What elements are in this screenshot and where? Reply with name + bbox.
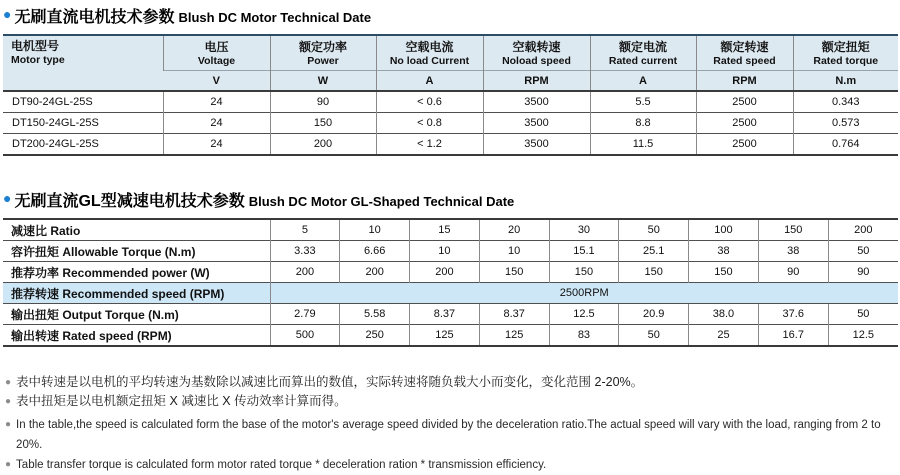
header-motor-type-zh: 电机型号 bbox=[11, 39, 60, 53]
row-label: 减速比 Ratio bbox=[3, 219, 270, 241]
table-row-ratio bbox=[3, 219, 898, 241]
header-voltage: 电压 Voltage bbox=[163, 35, 270, 71]
cell-model: DT150-24GL-25S bbox=[3, 113, 163, 134]
cell-value: 20.9 bbox=[619, 304, 689, 325]
cell-value: < 1.2 bbox=[376, 134, 483, 156]
unit-noload-current: A bbox=[376, 71, 483, 92]
cell-value: 2500 bbox=[696, 113, 793, 134]
cell-value: 150 bbox=[689, 262, 759, 283]
cell-value: 150 bbox=[270, 113, 376, 134]
unit-voltage: V bbox=[163, 71, 270, 92]
cell-value: 24 bbox=[163, 134, 270, 156]
note-line bbox=[5, 373, 898, 392]
cell-value: 25 bbox=[689, 325, 759, 347]
cell-value: 150 bbox=[758, 219, 828, 241]
cell-value: 100 bbox=[689, 219, 759, 241]
cell-value: 3500 bbox=[483, 134, 590, 156]
cell-value: 50 bbox=[619, 325, 689, 347]
cell-value: 5.58 bbox=[340, 304, 410, 325]
row-label: 输出扭矩 Output Torque (N.m) bbox=[3, 304, 270, 325]
cell-value: 25.1 bbox=[619, 241, 689, 262]
cell-model: DT200-24GL-25S bbox=[3, 134, 163, 156]
cell-value: 0.343 bbox=[793, 91, 898, 113]
row-label: 容许扭矩 Allowable Torque (N.m) bbox=[3, 241, 270, 262]
row-label: 推荐转速 Recommended speed (RPM) bbox=[3, 283, 270, 304]
section2-title-zh: 无刷直流GL型减速电机技术参数 bbox=[14, 193, 245, 210]
cell-value: 200 bbox=[270, 262, 340, 283]
gear-motor-table bbox=[3, 218, 898, 347]
cell-value: 83 bbox=[549, 325, 619, 347]
cell-value: 8.37 bbox=[479, 304, 549, 325]
cell-value: 3500 bbox=[483, 113, 590, 134]
cell-value: 20 bbox=[479, 219, 549, 241]
unit-noload-speed: RPM bbox=[483, 71, 590, 92]
unit-rated-torque: N.m bbox=[793, 71, 898, 92]
table-row-recommended-power bbox=[3, 262, 898, 283]
cell-value: 6.66 bbox=[340, 241, 410, 262]
table-row-recommended-speed bbox=[3, 283, 898, 304]
row-label: 推荐功率 Recommended power (W) bbox=[3, 262, 270, 283]
note-line bbox=[5, 392, 898, 411]
footnotes bbox=[5, 373, 898, 475]
motor-spec-table bbox=[3, 34, 898, 156]
cell-model: DT90-24GL-25S bbox=[3, 91, 163, 113]
cell-value: 150 bbox=[479, 262, 549, 283]
cell-value: 38 bbox=[689, 241, 759, 262]
cell-value: 8.8 bbox=[590, 113, 696, 134]
table-row bbox=[3, 134, 898, 156]
cell-value: 11.5 bbox=[590, 134, 696, 156]
cell-value: 3500 bbox=[483, 91, 590, 113]
cell-value: 30 bbox=[549, 219, 619, 241]
table-row-rated-speed bbox=[3, 325, 898, 347]
table-row bbox=[3, 113, 898, 134]
cell-value: 2500 bbox=[696, 91, 793, 113]
cell-value: 200 bbox=[828, 219, 898, 241]
cell-value: 90 bbox=[270, 91, 376, 113]
header-power: 额定功率 Power bbox=[270, 35, 376, 71]
cell-value: 90 bbox=[828, 262, 898, 283]
section1-title-zh: 无刷直流电机技术参数 bbox=[14, 9, 175, 26]
cell-value: 5.5 bbox=[590, 91, 696, 113]
table-row-allowable-torque bbox=[3, 241, 898, 262]
header-rated-speed: 额定转速 Rated speed bbox=[696, 35, 793, 71]
cell-value: 2500 bbox=[696, 134, 793, 156]
note-bullet-icon: ● bbox=[5, 396, 12, 407]
cell-value: 0.764 bbox=[793, 134, 898, 156]
cell-value: 2.79 bbox=[270, 304, 340, 325]
cell-value: 8.37 bbox=[410, 304, 480, 325]
cell-value: 3.33 bbox=[270, 241, 340, 262]
header-motor-type-en: Motor type bbox=[11, 54, 65, 66]
header-rated-current: 额定电流 Rated current bbox=[590, 35, 696, 71]
header-noload-current: 空载电流 No load Current bbox=[376, 35, 483, 71]
note-text: 表中转速是以电机的平均转速为基数除以减速比而算出的数值，实际转速将随负载大小而变化，变化范围 2-20%。 bbox=[16, 375, 644, 389]
cell-value: 38 bbox=[758, 241, 828, 262]
note-line bbox=[5, 455, 898, 475]
cell-value: 500 bbox=[270, 325, 340, 347]
cell-value: 5 bbox=[270, 219, 340, 241]
cell-value: < 0.8 bbox=[376, 113, 483, 134]
cell-value: 15 bbox=[410, 219, 480, 241]
cell-value: 125 bbox=[479, 325, 549, 347]
cell-value: 38.0 bbox=[689, 304, 759, 325]
unit-rated-speed: RPM bbox=[696, 71, 793, 92]
cell-value: < 0.6 bbox=[376, 91, 483, 113]
cell-value: 250 bbox=[340, 325, 410, 347]
cell-value: 12.5 bbox=[549, 304, 619, 325]
section1-title-en: Blush DC Motor Technical Date bbox=[178, 10, 372, 25]
cell-value: 50 bbox=[828, 304, 898, 325]
cell-value: 200 bbox=[270, 134, 376, 156]
cell-value: 150 bbox=[619, 262, 689, 283]
header-rated-torque: 额定扭矩 Rated torque bbox=[793, 35, 898, 71]
table-header-row bbox=[3, 35, 898, 71]
table-row bbox=[3, 91, 898, 113]
blue-bullet-icon: ● bbox=[3, 6, 12, 22]
cell-merged-speed: 2500RPM bbox=[270, 283, 898, 304]
note-text: Table transfer torque is calculated form motor rated torque * deceleration ration * transmission efficiency. bbox=[16, 459, 547, 471]
blue-bullet-icon: ● bbox=[3, 190, 12, 206]
cell-value: 15.1 bbox=[549, 241, 619, 262]
cell-value: 10 bbox=[340, 219, 410, 241]
cell-value: 150 bbox=[549, 262, 619, 283]
cell-value: 200 bbox=[340, 262, 410, 283]
note-bullet-icon: ● bbox=[5, 459, 12, 470]
note-text: 表中扭矩是以电机额定扭矩 X 减速比 X 传动效率计算而得。 bbox=[16, 394, 347, 408]
header-noload-speed: 空载转速 Noload speed bbox=[483, 35, 590, 71]
cell-value: 0.573 bbox=[793, 113, 898, 134]
table-row-output-torque bbox=[3, 304, 898, 325]
note-bullet-icon: ● bbox=[5, 377, 12, 388]
cell-value: 16.7 bbox=[758, 325, 828, 347]
cell-value: 24 bbox=[163, 91, 270, 113]
note-text: In the table,the speed is calculated form the base of the motor's average speed divided by the deceleration ratio.The actual speed will vary with the load, ranging from 2 to 20%. bbox=[16, 419, 881, 451]
row-label: 输出转速 Rated speed (RPM) bbox=[3, 325, 270, 347]
cell-value: 90 bbox=[758, 262, 828, 283]
note-bullet-icon: ● bbox=[5, 419, 12, 430]
cell-value: 10 bbox=[410, 241, 480, 262]
cell-value: 50 bbox=[619, 219, 689, 241]
cell-value: 24 bbox=[163, 113, 270, 134]
cell-value: 50 bbox=[828, 241, 898, 262]
cell-value: 200 bbox=[410, 262, 480, 283]
cell-value: 125 bbox=[410, 325, 480, 347]
note-line bbox=[5, 415, 898, 455]
unit-rated-current: A bbox=[590, 71, 696, 92]
cell-value: 10 bbox=[479, 241, 549, 262]
section1-title bbox=[3, 4, 898, 24]
section2-title-en: Blush DC Motor GL-Shaped Technical Date bbox=[248, 194, 515, 209]
cell-value: 37.6 bbox=[758, 304, 828, 325]
cell-value: 12.5 bbox=[828, 325, 898, 347]
unit-power: W bbox=[270, 71, 376, 92]
section2-title bbox=[3, 188, 898, 208]
header-motor-type bbox=[3, 35, 163, 91]
